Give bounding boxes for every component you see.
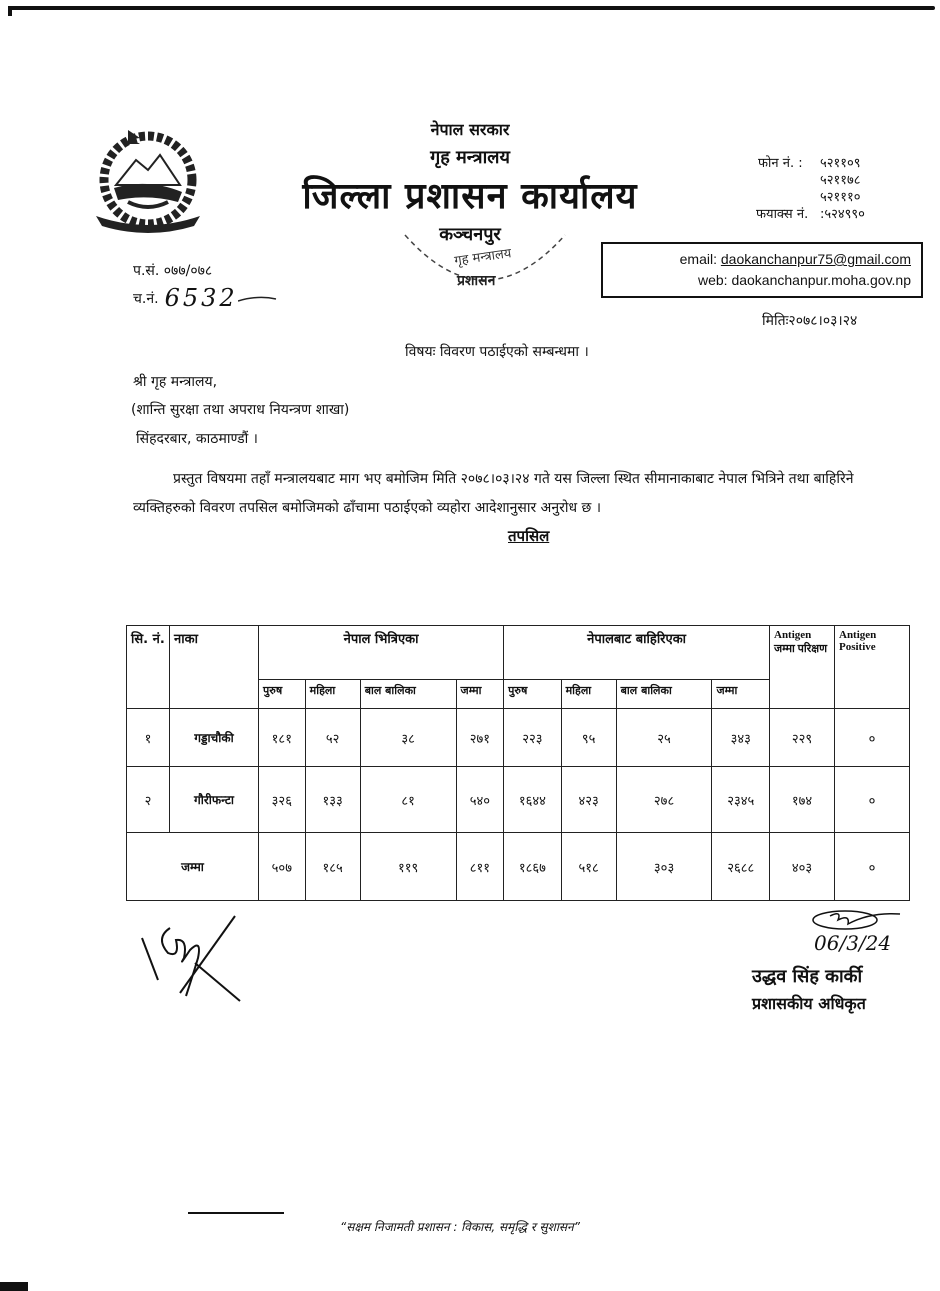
cell-sn: १: [127, 709, 170, 767]
signatory-title: प्रशासकीय अधिकृत: [752, 994, 866, 1013]
office-name: जिल्ला प्रशासन कार्यालय: [302, 175, 638, 217]
handwritten-signature-icon: [140, 908, 250, 1003]
contact-box: [601, 242, 923, 298]
fax-number: :५२४९९०: [820, 207, 865, 222]
recipient-line-1: श्री गृह मन्त्रालय,: [133, 374, 218, 390]
email-label: email:: [679, 251, 717, 267]
ministry-name: गृह मन्त्रालय: [430, 147, 510, 168]
phone-label: फोन नं. :: [758, 156, 803, 171]
subheader-male: पुरुष: [259, 680, 306, 709]
letter-date: मितिः२०७८।०३।२४: [762, 313, 858, 329]
cell-out-total: २३४५: [712, 767, 770, 833]
cell-total-in-total: ८११: [456, 833, 504, 901]
subheader-female: महिला: [305, 680, 360, 709]
dispatch-handwritten-number: 6532: [164, 284, 238, 312]
footer-divider: [188, 1212, 284, 1214]
cell-total-out-children: ३०३: [616, 833, 712, 901]
phone-number: ५२११७८: [820, 173, 861, 188]
office-stamp-icon: [395, 225, 575, 305]
cell-in-female: ५२: [305, 709, 360, 767]
subheader-children: बाल बालिका: [360, 680, 456, 709]
cell-in-male: ३२६: [259, 767, 306, 833]
district-name: कञ्चनपुर: [439, 224, 501, 245]
header-naka: नाका: [170, 626, 259, 709]
phone-block: [758, 155, 865, 223]
cell-out-female: ४२३: [561, 767, 616, 833]
cell-antigen-positive: ०: [835, 767, 910, 833]
cell-total-positive: ०: [835, 833, 910, 901]
phone-number: ५२१११०: [820, 190, 861, 205]
initials-date: 06/3/24: [814, 931, 892, 955]
dispatch-label: च.नं.: [133, 290, 159, 307]
table-row: [127, 709, 910, 767]
subheader-total: जम्मा: [712, 680, 770, 709]
header-entering: नेपाल भित्रिएका: [259, 626, 504, 680]
government-name: नेपाल सरकार: [430, 120, 510, 139]
dispatch-number: [133, 284, 278, 312]
table-total-row: [127, 833, 910, 901]
scan-top-edge: [10, 6, 935, 10]
fax-label: फयाक्स नं.: [756, 207, 809, 222]
cell-total-label: जम्मा: [127, 833, 259, 901]
cell-antigen-positive: ०: [835, 709, 910, 767]
details-heading: तपसिल: [508, 527, 550, 545]
cell-in-male: १८१: [259, 709, 306, 767]
cell-in-total: २७१: [456, 709, 504, 767]
cell-in-children: ८१: [360, 767, 456, 833]
subheader-total: जम्मा: [456, 680, 504, 709]
phone-number: ५२११०९: [820, 156, 861, 171]
cell-sn: २: [127, 767, 170, 833]
cell-out-children: २५: [616, 709, 712, 767]
cell-total-out-female: ५१८: [561, 833, 616, 901]
cell-out-male: १६४४: [504, 767, 561, 833]
cell-in-children: ३८: [360, 709, 456, 767]
cell-naka: गड्डाचौकी: [170, 709, 259, 767]
subheader-male: पुरुष: [504, 680, 561, 709]
email-link[interactable]: daokanchanpur75@gmail.com: [720, 251, 911, 267]
cell-total-in-female: १८५: [305, 833, 360, 901]
signatory-name: उद्धव सिंह कार्की: [752, 966, 863, 987]
web-link[interactable]: daokanchanpur.moha.gov.np: [731, 272, 911, 288]
cell-out-male: २२३: [504, 709, 561, 767]
signatory-block: [752, 963, 866, 1017]
letter-body: प्रस्तुत विषयमा तहाँ मन्त्रालयबाट माग भए बमोजिम मिति २०७८।०३।२४ गते यस जिल्ला स्थित सीमानाकाबाट नेपाल भित्रिने तथा बाहिरिने व्यक्तिहरुको विवरण तपसिल बमोजिमको ढाँचामा पठाईएको व्यहोरा आदेशानुसार अनुरोध छ ।: [133, 471, 854, 516]
recipient-line-3: सिंहदरबार, काठमाण्डौं ।: [136, 431, 258, 447]
footer-motto: “सक्षम निजामती प्रशासन : विकास, समृद्धि र सुशासन”: [340, 1220, 580, 1234]
header-antigen-total: Antigen जम्मा परिक्षण: [770, 626, 835, 709]
underline-stroke-icon: [238, 291, 278, 305]
scan-bottom-mark: [0, 1282, 28, 1291]
header-antigen-positive: Antigen Positive: [835, 626, 910, 709]
recipient-line-2: (शान्ति सुरक्षा तथा अपराध नियन्त्रण शाखा): [131, 402, 350, 418]
border-crossing-table: [126, 625, 910, 901]
table-row: [127, 767, 910, 833]
cell-total-antigen: ४०३: [770, 833, 835, 901]
cell-out-female: ९५: [561, 709, 616, 767]
web-label: web:: [697, 272, 728, 288]
cell-out-total: ३४३: [712, 709, 770, 767]
cell-total-in-children: ११९: [360, 833, 456, 901]
cell-naka: गौरीफन्टा: [170, 767, 259, 833]
cell-in-total: ५४०: [456, 767, 504, 833]
cell-in-female: १३३: [305, 767, 360, 833]
scan-corner: [8, 6, 12, 16]
header-leaving: नेपालबाट बाहिरिएका: [504, 626, 770, 680]
svg-text:गृह मन्त्रालय: गृह मन्त्रालय: [453, 246, 513, 269]
subheader-female: महिला: [561, 680, 616, 709]
cell-antigen-total: २२९: [770, 709, 835, 767]
cell-antigen-total: १७४: [770, 767, 835, 833]
cell-total-out-male: १८६७: [504, 833, 561, 901]
svg-text:प्रशासन: प्रशासन: [457, 273, 496, 289]
initials-signature-icon: [800, 908, 925, 956]
cell-total-in-male: ५०७: [259, 833, 306, 901]
letter-reference: प.सं. ०७७/०७८: [133, 263, 213, 279]
header-sn: सि. नं.: [127, 626, 170, 709]
cell-out-children: २७८: [616, 767, 712, 833]
subheader-children: बाल बालिका: [616, 680, 712, 709]
letter-subject: विषयः विवरण पठाईएको सम्बन्धमा ।: [405, 344, 589, 360]
cell-total-out-total: २६८८: [712, 833, 770, 901]
